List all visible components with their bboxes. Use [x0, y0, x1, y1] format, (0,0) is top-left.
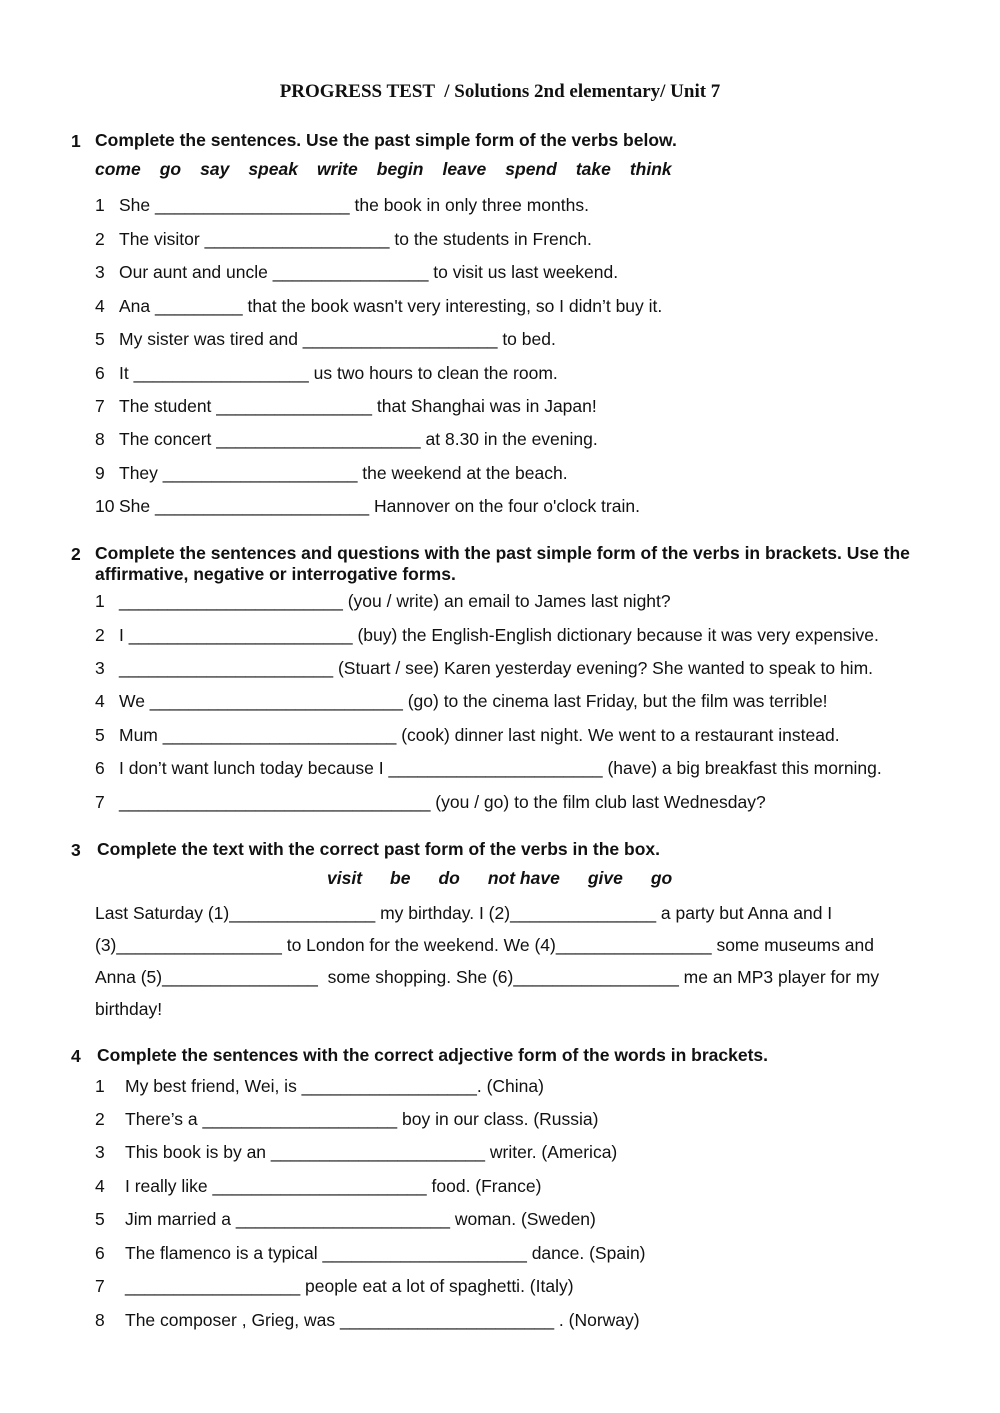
- item-number: 6: [95, 1243, 105, 1263]
- item-number: 6: [95, 363, 105, 383]
- word-bank-item: leave: [442, 159, 487, 179]
- item-number: 3: [95, 262, 105, 282]
- item-text: The concert _____________________ at 8.30 in the evening.: [119, 429, 598, 449]
- exercise-1-instruction: Complete the sentences. Use the past simple form of the verbs below.: [95, 130, 677, 150]
- item-text: My best friend, Wei, is __________________. (China): [125, 1076, 544, 1096]
- page-title: PROGRESS TEST / Solutions 2nd elementary/ Unit 7: [279, 81, 721, 102]
- item-text: The composer , Grieg, was ______________________ . (Norway): [125, 1310, 640, 1330]
- item-number: 8: [95, 1310, 105, 1330]
- exercise-1-number: 1: [71, 131, 81, 151]
- word-bank-item: visit: [327, 868, 363, 888]
- item-number: 7: [95, 396, 105, 416]
- item-number: 10: [95, 496, 115, 516]
- word-bank-item: speak: [248, 159, 298, 179]
- word-bank-item: say: [200, 159, 230, 179]
- item-number: 7: [95, 792, 105, 812]
- item-text: Jim married a ______________________ woman. (Sweden): [125, 1209, 596, 1229]
- word-bank-item: begin: [376, 159, 424, 179]
- item-text: _______________________ (you / write) an email to James last night?: [119, 591, 671, 611]
- exercise-1-word-bank: [95, 159, 691, 180]
- exercise-3-instruction: Complete the text with the correct past form of the verbs in the box.: [97, 839, 660, 859]
- item-text: I don’t want lunch today because I ______________________ (have) a big breakfast this morning.: [119, 758, 882, 778]
- item-number: 3: [95, 658, 105, 678]
- item-number: 5: [95, 329, 105, 349]
- item-number: 4: [95, 1176, 105, 1196]
- item-number: 2: [95, 1109, 105, 1129]
- item-text: I _______________________ (buy) the English-English dictionary because it was very expensive.: [119, 625, 879, 645]
- item-number: 1: [95, 591, 105, 611]
- exercise-3-text-line: (3)_________________ to London for the weekend. We (4)________________ some museums and: [95, 935, 875, 955]
- word-bank-item: go: [650, 868, 673, 888]
- exercise-3-text-line: Anna (5)________________ some shopping. She (6)_________________ me an MP3 player for my: [95, 967, 880, 987]
- item-text: __________________ people eat a lot of spaghetti. (Italy): [125, 1276, 574, 1296]
- word-bank-item: go: [159, 159, 182, 179]
- item-number: 3: [95, 1142, 105, 1162]
- item-text: Mum ________________________ (cook) dinner last night. We went to a restaurant instead.: [119, 725, 840, 745]
- word-bank-item: think: [629, 159, 672, 179]
- item-number: 2: [95, 625, 105, 645]
- exercise-2-number: 2: [71, 544, 81, 564]
- item-text: ________________________________ (you / go) to the film club last Wednesday?: [119, 792, 766, 812]
- word-bank-item: take: [575, 159, 611, 179]
- item-number: 5: [95, 1209, 105, 1229]
- item-number: 2: [95, 229, 105, 249]
- item-number: 6: [95, 758, 105, 778]
- word-bank-item: spend: [505, 159, 557, 179]
- exercise-4-number: 4: [71, 1046, 81, 1066]
- word-bank-item: give: [587, 868, 623, 888]
- item-text: The student ________________ that Shanghai was in Japan!: [119, 396, 597, 416]
- word-bank-item: be: [390, 868, 411, 888]
- item-text: We __________________________ (go) to the cinema last Friday, but the film was terrible!: [119, 691, 828, 711]
- exercise-4-instruction: Complete the sentences with the correct adjective form of the words in brackets.: [97, 1045, 769, 1065]
- item-number: 1: [95, 1076, 105, 1096]
- item-text: I really like ______________________ food. (France): [125, 1176, 542, 1196]
- item-number: 4: [95, 691, 105, 711]
- exercise-3-text-line: birthday!: [95, 999, 163, 1019]
- word-bank-item: not have: [487, 868, 560, 888]
- exercise-3-number: 3: [71, 840, 81, 860]
- item-text: Our aunt and uncle ________________ to visit us last weekend.: [119, 262, 619, 282]
- item-text: This book is by an ______________________ writer. (America): [125, 1142, 618, 1162]
- item-text: The flamenco is a typical _____________________ dance. (Spain): [125, 1243, 646, 1263]
- item-text: My sister was tired and ____________________ to bed.: [119, 329, 556, 349]
- item-text: She ____________________ the book in only three months.: [119, 195, 589, 215]
- item-number: 4: [95, 296, 105, 316]
- item-text: Ana _________ that the book wasn't very interesting, so I didn’t buy it.: [119, 296, 663, 316]
- word-bank-item: come: [95, 159, 141, 179]
- item-text: ______________________ (Stuart / see) Karen yesterday evening? She wanted to speak to him.: [119, 658, 874, 678]
- word-bank-item: do: [438, 868, 460, 888]
- item-number: 7: [95, 1276, 105, 1296]
- item-text: She ______________________ Hannover on the four o'clock train.: [119, 496, 640, 516]
- exercise-3-text-line: Last Saturday (1)_______________ my birthday. I (2)_______________ a party but Anna and I: [95, 903, 833, 923]
- item-number: 1: [95, 195, 105, 215]
- item-text: There’s a ____________________ boy in our class. (Russia): [125, 1109, 599, 1129]
- item-text: The visitor ___________________ to the students in French.: [119, 229, 592, 249]
- item-number: 9: [95, 463, 105, 483]
- item-text: They ____________________ the weekend at the beach.: [119, 463, 568, 483]
- exercise-2-instruction: Complete the sentences and questions with the past simple form of the verbs in brackets. Use the affirmative, negative or interrogative forms.: [95, 543, 910, 584]
- word-bank-item: write: [316, 159, 358, 179]
- exercise-3-word-bank: [327, 868, 700, 889]
- item-number: 5: [95, 725, 105, 745]
- item-number: 8: [95, 429, 105, 449]
- item-text: It __________________ us two hours to clean the room.: [119, 363, 558, 383]
